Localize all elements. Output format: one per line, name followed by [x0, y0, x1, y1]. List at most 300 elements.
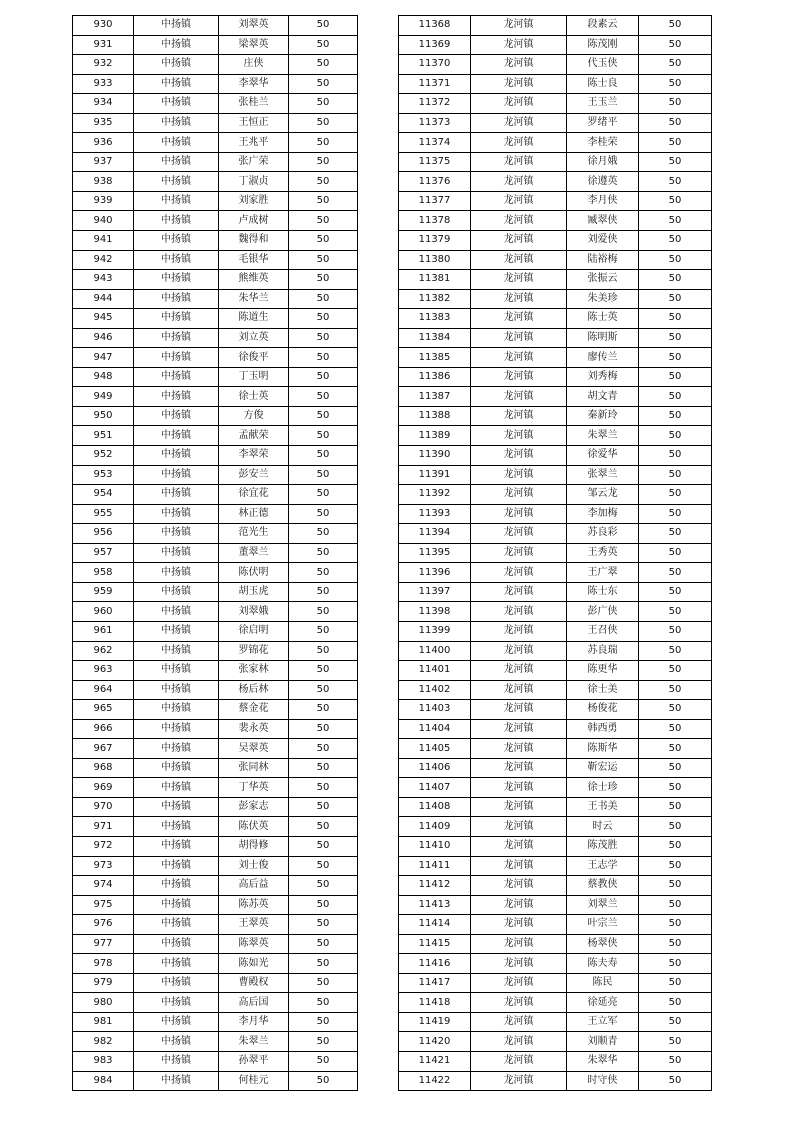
- amount-cell: 50: [639, 348, 712, 368]
- row-number-cell: 934: [73, 94, 134, 114]
- town-cell: 龙河镇: [471, 876, 567, 896]
- town-cell: 龙河镇: [471, 113, 567, 133]
- table-row: [399, 836, 712, 856]
- amount-cell: 50: [289, 739, 358, 759]
- name-cell: 徐士美: [567, 680, 639, 700]
- amount-cell: 50: [639, 876, 712, 896]
- amount-cell: 50: [639, 74, 712, 94]
- town-cell: 龙河镇: [471, 387, 567, 407]
- amount-cell: 50: [289, 446, 358, 466]
- row-number-cell: 11377: [399, 191, 471, 211]
- amount-cell: 50: [639, 973, 712, 993]
- town-cell: 龙河镇: [471, 426, 567, 446]
- amount-cell: 50: [289, 211, 358, 231]
- row-number-cell: 971: [73, 817, 134, 837]
- town-cell: 龙河镇: [471, 74, 567, 94]
- name-cell: 张翠兰: [567, 465, 639, 485]
- town-cell: 中扬镇: [134, 836, 219, 856]
- name-cell: 曹殿权: [219, 973, 289, 993]
- name-cell: 陈如光: [219, 954, 289, 974]
- table-row: [73, 152, 358, 172]
- row-number-cell: 979: [73, 973, 134, 993]
- row-number-cell: 11390: [399, 446, 471, 466]
- row-number-cell: 11399: [399, 621, 471, 641]
- town-cell: 龙河镇: [471, 152, 567, 172]
- table-row: [73, 465, 358, 485]
- table-row: [399, 289, 712, 309]
- row-number-cell: 11421: [399, 1051, 471, 1071]
- table-row: [399, 465, 712, 485]
- town-cell: 龙河镇: [471, 973, 567, 993]
- amount-cell: 50: [639, 309, 712, 329]
- table-row: [73, 504, 358, 524]
- town-cell: 中扬镇: [134, 211, 219, 231]
- name-cell: 熊维英: [219, 270, 289, 290]
- row-number-cell: 11384: [399, 328, 471, 348]
- row-number-cell: 959: [73, 582, 134, 602]
- amount-cell: 50: [289, 152, 358, 172]
- row-number-cell: 11385: [399, 348, 471, 368]
- row-number-cell: 945: [73, 309, 134, 329]
- table-row: [399, 700, 712, 720]
- row-number-cell: 11370: [399, 55, 471, 75]
- amount-cell: 50: [289, 348, 358, 368]
- table-row: [73, 270, 358, 290]
- table-row: [73, 172, 358, 192]
- name-cell: 胡得修: [219, 836, 289, 856]
- name-cell: 朱翠兰: [219, 1032, 289, 1052]
- row-number-cell: 11410: [399, 836, 471, 856]
- town-cell: 龙河镇: [471, 133, 567, 153]
- table-row: [73, 1012, 358, 1032]
- name-cell: 庄侠: [219, 55, 289, 75]
- amount-cell: 50: [289, 74, 358, 94]
- amount-cell: 50: [639, 680, 712, 700]
- row-number-cell: 11371: [399, 74, 471, 94]
- town-cell: 中扬镇: [134, 1032, 219, 1052]
- amount-cell: 50: [639, 758, 712, 778]
- name-cell: 彭家志: [219, 797, 289, 817]
- table-row: [73, 973, 358, 993]
- town-cell: 中扬镇: [134, 367, 219, 387]
- town-cell: 龙河镇: [471, 602, 567, 622]
- table-row: [399, 661, 712, 681]
- amount-cell: 50: [639, 133, 712, 153]
- town-cell: 中扬镇: [134, 641, 219, 661]
- table-row: [399, 778, 712, 798]
- row-number-cell: 940: [73, 211, 134, 231]
- table-row: [399, 739, 712, 759]
- amount-cell: 50: [639, 836, 712, 856]
- town-cell: 龙河镇: [471, 211, 567, 231]
- town-cell: 中扬镇: [134, 739, 219, 759]
- town-cell: 龙河镇: [471, 1012, 567, 1032]
- row-number-cell: 11383: [399, 309, 471, 329]
- row-number-cell: 973: [73, 856, 134, 876]
- row-number-cell: 11414: [399, 915, 471, 935]
- row-number-cell: 950: [73, 406, 134, 426]
- name-cell: 张桂兰: [219, 94, 289, 114]
- name-cell: 林正德: [219, 504, 289, 524]
- name-cell: 王秀英: [567, 543, 639, 563]
- table-row: [399, 406, 712, 426]
- table-row: [399, 993, 712, 1013]
- name-cell: 刘家胜: [219, 191, 289, 211]
- row-number-cell: 11419: [399, 1012, 471, 1032]
- row-number-cell: 944: [73, 289, 134, 309]
- name-cell: 陈夫寿: [567, 954, 639, 974]
- table-row: [399, 113, 712, 133]
- table-row: [73, 719, 358, 739]
- row-number-cell: 966: [73, 719, 134, 739]
- name-cell: 朱翠兰: [567, 426, 639, 446]
- town-cell: 中扬镇: [134, 328, 219, 348]
- table-row: [73, 993, 358, 1013]
- amount-cell: 50: [289, 1071, 358, 1091]
- amount-cell: 50: [289, 797, 358, 817]
- name-cell: 秦新玲: [567, 406, 639, 426]
- town-cell: 中扬镇: [134, 35, 219, 55]
- row-number-cell: 965: [73, 700, 134, 720]
- row-number-cell: 11404: [399, 719, 471, 739]
- name-cell: 刘翠兰: [567, 895, 639, 915]
- row-number-cell: 943: [73, 270, 134, 290]
- town-cell: 中扬镇: [134, 406, 219, 426]
- table-row: [73, 426, 358, 446]
- amount-cell: 50: [289, 582, 358, 602]
- name-cell: 孙翠平: [219, 1051, 289, 1071]
- town-cell: 龙河镇: [471, 719, 567, 739]
- row-number-cell: 11418: [399, 993, 471, 1013]
- row-number-cell: 954: [73, 485, 134, 505]
- amount-cell: 50: [639, 700, 712, 720]
- town-cell: 中扬镇: [134, 915, 219, 935]
- table-row: [73, 876, 358, 896]
- town-cell: 龙河镇: [471, 661, 567, 681]
- town-cell: 中扬镇: [134, 348, 219, 368]
- amount-cell: 50: [639, 895, 712, 915]
- town-cell: 龙河镇: [471, 934, 567, 954]
- town-cell: 中扬镇: [134, 602, 219, 622]
- town-cell: 龙河镇: [471, 582, 567, 602]
- row-number-cell: 978: [73, 954, 134, 974]
- table-row: [399, 797, 712, 817]
- amount-cell: 50: [289, 954, 358, 974]
- amount-cell: 50: [639, 289, 712, 309]
- row-number-cell: 930: [73, 16, 134, 36]
- name-cell: 刘顺青: [567, 1032, 639, 1052]
- row-number-cell: 983: [73, 1051, 134, 1071]
- table-row: [73, 387, 358, 407]
- town-cell: 中扬镇: [134, 758, 219, 778]
- row-number-cell: 977: [73, 934, 134, 954]
- name-cell: 臧翠侠: [567, 211, 639, 231]
- table-row: [399, 309, 712, 329]
- row-number-cell: 963: [73, 661, 134, 681]
- amount-cell: 50: [289, 876, 358, 896]
- amount-cell: 50: [289, 758, 358, 778]
- name-cell: 王召侠: [567, 621, 639, 641]
- town-cell: 龙河镇: [471, 739, 567, 759]
- name-cell: 李翠荣: [219, 446, 289, 466]
- town-cell: 中扬镇: [134, 817, 219, 837]
- row-number-cell: 11376: [399, 172, 471, 192]
- name-cell: 方俊: [219, 406, 289, 426]
- row-number-cell: 935: [73, 113, 134, 133]
- town-cell: 中扬镇: [134, 934, 219, 954]
- row-number-cell: 11401: [399, 661, 471, 681]
- table-row: [399, 524, 712, 544]
- row-number-cell: 947: [73, 348, 134, 368]
- row-number-cell: 981: [73, 1012, 134, 1032]
- row-number-cell: 955: [73, 504, 134, 524]
- table-row: [399, 817, 712, 837]
- row-number-cell: 980: [73, 993, 134, 1013]
- right-roster-table: [398, 15, 712, 1091]
- row-number-cell: 11417: [399, 973, 471, 993]
- name-cell: 邹云龙: [567, 485, 639, 505]
- town-cell: 龙河镇: [471, 328, 567, 348]
- name-cell: 陈苏英: [219, 895, 289, 915]
- table-row: [399, 16, 712, 36]
- name-cell: 徐宜花: [219, 485, 289, 505]
- amount-cell: 50: [289, 113, 358, 133]
- amount-cell: 50: [639, 426, 712, 446]
- town-cell: 中扬镇: [134, 231, 219, 251]
- town-cell: 龙河镇: [471, 700, 567, 720]
- town-cell: 中扬镇: [134, 524, 219, 544]
- town-cell: 中扬镇: [134, 94, 219, 114]
- amount-cell: 50: [639, 152, 712, 172]
- amount-cell: 50: [639, 582, 712, 602]
- name-cell: 李翠华: [219, 74, 289, 94]
- row-number-cell: 952: [73, 446, 134, 466]
- table-row: [73, 348, 358, 368]
- amount-cell: 50: [289, 1032, 358, 1052]
- town-cell: 龙河镇: [471, 954, 567, 974]
- amount-cell: 50: [289, 328, 358, 348]
- amount-cell: 50: [639, 524, 712, 544]
- town-cell: 中扬镇: [134, 700, 219, 720]
- row-number-cell: 11411: [399, 856, 471, 876]
- amount-cell: 50: [639, 778, 712, 798]
- amount-cell: 50: [289, 133, 358, 153]
- amount-cell: 50: [289, 35, 358, 55]
- name-cell: 陈翠英: [219, 934, 289, 954]
- town-cell: 龙河镇: [471, 465, 567, 485]
- name-cell: 徐爱华: [567, 446, 639, 466]
- amount-cell: 50: [289, 1051, 358, 1071]
- name-cell: 徐士英: [219, 387, 289, 407]
- town-cell: 龙河镇: [471, 94, 567, 114]
- town-cell: 龙河镇: [471, 191, 567, 211]
- name-cell: 廖传兰: [567, 348, 639, 368]
- table-row: [399, 211, 712, 231]
- table-row: [399, 680, 712, 700]
- table-row: [73, 836, 358, 856]
- row-number-cell: 949: [73, 387, 134, 407]
- town-cell: 龙河镇: [471, 485, 567, 505]
- name-cell: 魏得和: [219, 231, 289, 251]
- amount-cell: 50: [289, 524, 358, 544]
- table-row: [399, 954, 712, 974]
- name-cell: 张广荣: [219, 152, 289, 172]
- name-cell: 王玉兰: [567, 94, 639, 114]
- town-cell: 龙河镇: [471, 16, 567, 36]
- row-number-cell: 11413: [399, 895, 471, 915]
- name-cell: 朱翠华: [567, 1051, 639, 1071]
- town-cell: 龙河镇: [471, 797, 567, 817]
- row-number-cell: 11386: [399, 367, 471, 387]
- amount-cell: 50: [639, 1032, 712, 1052]
- row-number-cell: 11398: [399, 602, 471, 622]
- row-number-cell: 11388: [399, 406, 471, 426]
- amount-cell: 50: [289, 504, 358, 524]
- amount-cell: 50: [639, 1051, 712, 1071]
- amount-cell: 50: [639, 1012, 712, 1032]
- table-row: [73, 446, 358, 466]
- table-row: [73, 797, 358, 817]
- amount-cell: 50: [639, 856, 712, 876]
- row-number-cell: 11387: [399, 387, 471, 407]
- town-cell: 龙河镇: [471, 621, 567, 641]
- amount-cell: 50: [639, 661, 712, 681]
- row-number-cell: 11368: [399, 16, 471, 36]
- table-row: [73, 1051, 358, 1071]
- amount-cell: 50: [639, 797, 712, 817]
- name-cell: 刘士俊: [219, 856, 289, 876]
- town-cell: 中扬镇: [134, 680, 219, 700]
- town-cell: 中扬镇: [134, 250, 219, 270]
- row-number-cell: 937: [73, 152, 134, 172]
- row-number-cell: 11375: [399, 152, 471, 172]
- table-row: [399, 915, 712, 935]
- row-number-cell: 11380: [399, 250, 471, 270]
- name-cell: 范光生: [219, 524, 289, 544]
- town-cell: 中扬镇: [134, 16, 219, 36]
- table-row: [399, 1012, 712, 1032]
- amount-cell: 50: [289, 270, 358, 290]
- table-row: [399, 582, 712, 602]
- row-number-cell: 11373: [399, 113, 471, 133]
- town-cell: 龙河镇: [471, 446, 567, 466]
- amount-cell: 50: [639, 1071, 712, 1091]
- name-cell: 杨后林: [219, 680, 289, 700]
- town-cell: 龙河镇: [471, 367, 567, 387]
- name-cell: 陈民: [567, 973, 639, 993]
- table-row: [399, 446, 712, 466]
- name-cell: 蔡教侠: [567, 876, 639, 896]
- name-cell: 李加梅: [567, 504, 639, 524]
- table-row: [73, 1071, 358, 1091]
- table-row: [73, 74, 358, 94]
- amount-cell: 50: [639, 406, 712, 426]
- town-cell: 中扬镇: [134, 1012, 219, 1032]
- amount-cell: 50: [289, 602, 358, 622]
- name-cell: 胡玉虎: [219, 582, 289, 602]
- town-cell: 龙河镇: [471, 1051, 567, 1071]
- name-cell: 王翠英: [219, 915, 289, 935]
- table-row: [73, 621, 358, 641]
- name-cell: 孟献荣: [219, 426, 289, 446]
- left-table-body: [73, 16, 358, 1091]
- table-row: [399, 504, 712, 524]
- name-cell: 陈茂胜: [567, 836, 639, 856]
- row-number-cell: 975: [73, 895, 134, 915]
- row-number-cell: 11395: [399, 543, 471, 563]
- table-row: [399, 348, 712, 368]
- table-row: [73, 94, 358, 114]
- name-cell: 杨俊花: [567, 700, 639, 720]
- town-cell: 龙河镇: [471, 250, 567, 270]
- row-number-cell: 11400: [399, 641, 471, 661]
- amount-cell: 50: [639, 954, 712, 974]
- name-cell: 韩西勇: [567, 719, 639, 739]
- row-number-cell: 11420: [399, 1032, 471, 1052]
- name-cell: 陈士良: [567, 74, 639, 94]
- row-number-cell: 972: [73, 836, 134, 856]
- table-row: [399, 172, 712, 192]
- name-cell: 朱美珍: [567, 289, 639, 309]
- table-row: [73, 211, 358, 231]
- row-number-cell: 968: [73, 758, 134, 778]
- amount-cell: 50: [289, 387, 358, 407]
- name-cell: 罗绪平: [567, 113, 639, 133]
- table-row: [399, 426, 712, 446]
- name-cell: 蔡金花: [219, 700, 289, 720]
- table-row: [73, 680, 358, 700]
- name-cell: 刘爱侠: [567, 231, 639, 251]
- amount-cell: 50: [289, 973, 358, 993]
- row-number-cell: 11412: [399, 876, 471, 896]
- table-row: [399, 328, 712, 348]
- name-cell: 徐启明: [219, 621, 289, 641]
- row-number-cell: 962: [73, 641, 134, 661]
- town-cell: 龙河镇: [471, 915, 567, 935]
- row-number-cell: 982: [73, 1032, 134, 1052]
- row-number-cell: 11409: [399, 817, 471, 837]
- amount-cell: 50: [639, 367, 712, 387]
- table-row: [73, 895, 358, 915]
- amount-cell: 50: [639, 172, 712, 192]
- amount-cell: 50: [289, 426, 358, 446]
- table-row: [73, 543, 358, 563]
- town-cell: 中扬镇: [134, 582, 219, 602]
- table-row: [73, 700, 358, 720]
- town-cell: 龙河镇: [471, 817, 567, 837]
- table-row: [73, 485, 358, 505]
- amount-cell: 50: [639, 602, 712, 622]
- town-cell: 龙河镇: [471, 895, 567, 915]
- town-cell: 龙河镇: [471, 1032, 567, 1052]
- table-row: [73, 758, 358, 778]
- town-cell: 中扬镇: [134, 1051, 219, 1071]
- amount-cell: 50: [289, 661, 358, 681]
- town-cell: 龙河镇: [471, 289, 567, 309]
- table-row: [399, 973, 712, 993]
- name-cell: 时云: [567, 817, 639, 837]
- table-row: [73, 856, 358, 876]
- amount-cell: 50: [639, 739, 712, 759]
- name-cell: 王广翠: [567, 563, 639, 583]
- row-number-cell: 11416: [399, 954, 471, 974]
- table-row: [73, 778, 358, 798]
- row-number-cell: 11382: [399, 289, 471, 309]
- amount-cell: 50: [289, 778, 358, 798]
- name-cell: 时守侠: [567, 1071, 639, 1091]
- name-cell: 苏良彩: [567, 524, 639, 544]
- name-cell: 丁淑贞: [219, 172, 289, 192]
